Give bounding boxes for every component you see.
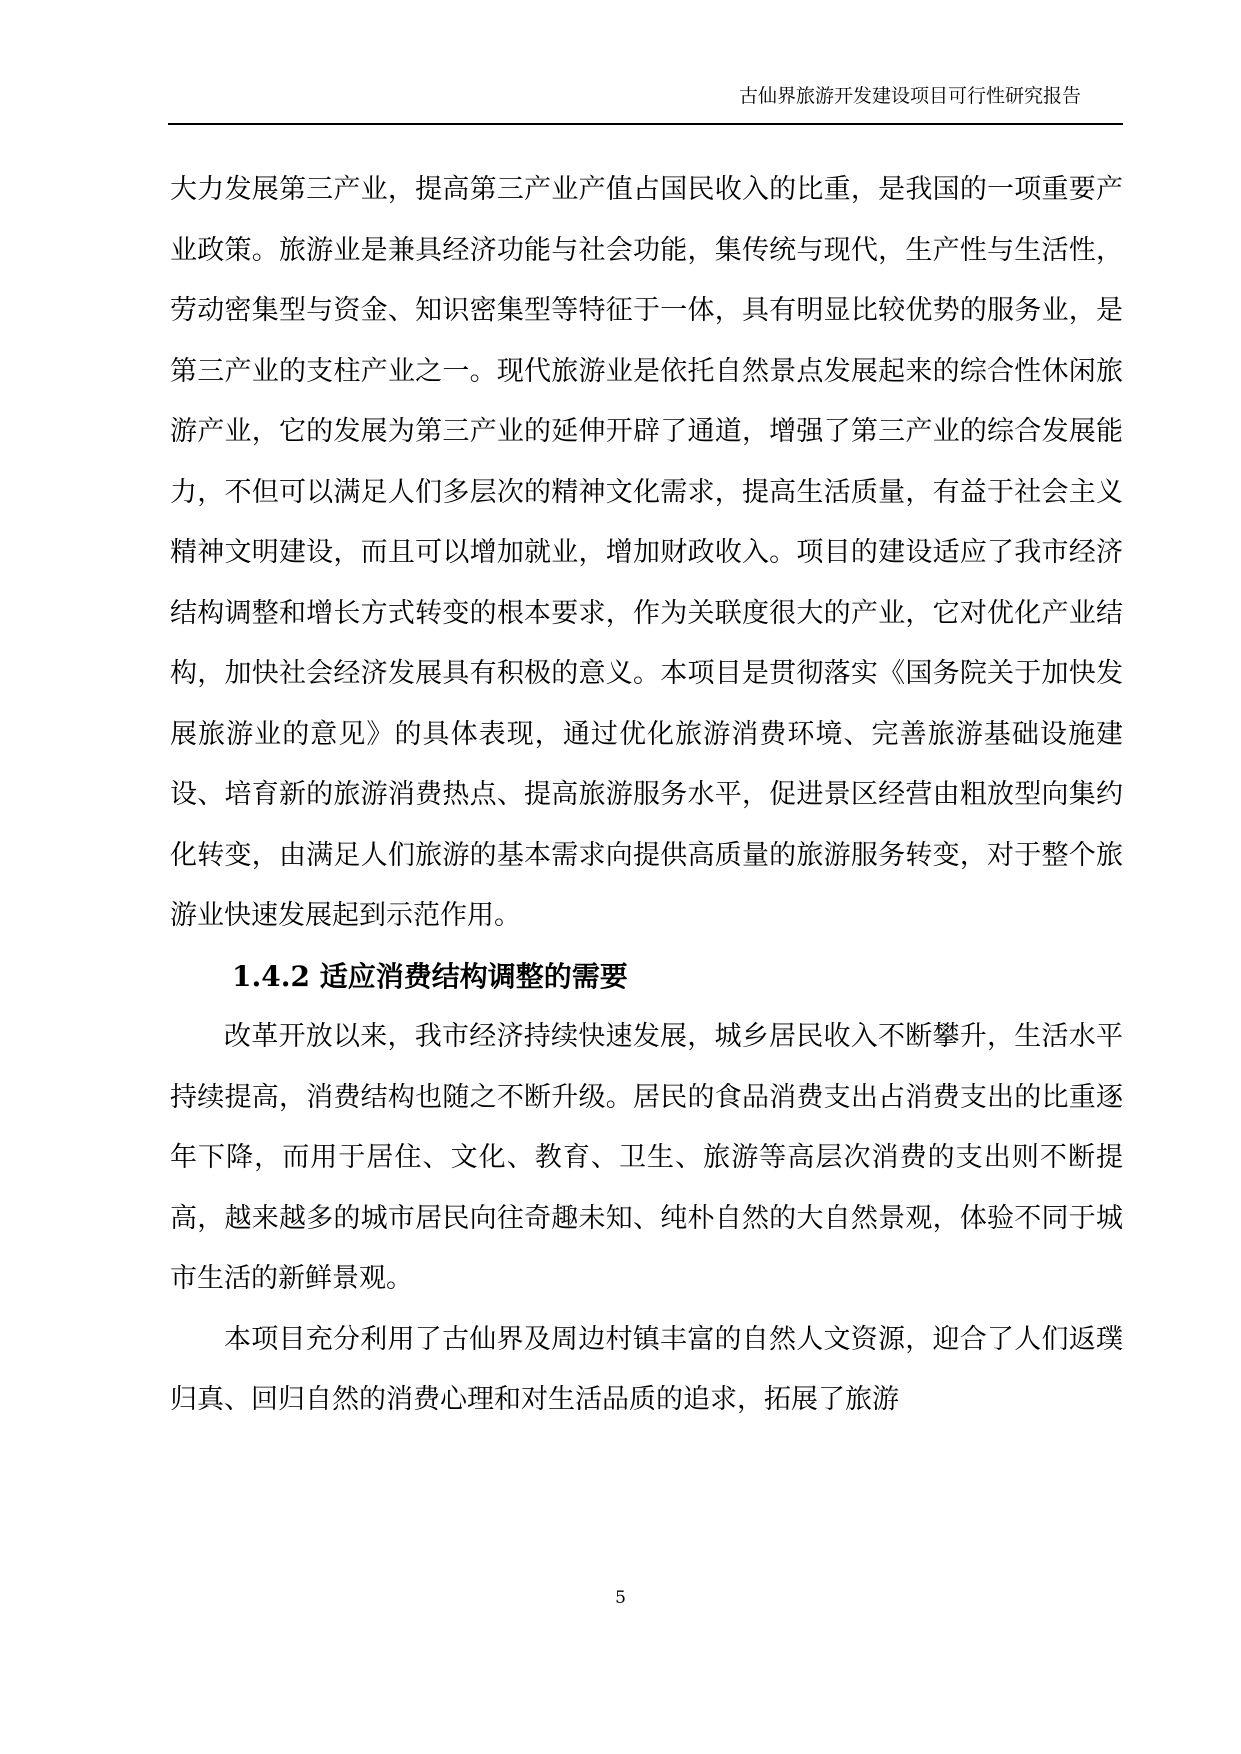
paragraph-policy: 大力发展第三产业，提高第三产业产值占国民收入的比重，是我国的一项重要产业政策。旅游业是兼具经济功能与社会功能，集传统与现代，生产性与生活性，劳动密集型与资金、知识密集型等特征于一体，具有明显比较优势的服务业，是第三产业的支柱产业之一。现代旅游业是依托自然景点发展起来的综合性休闲旅游产业，它的发展为第三产业的延伸开辟了通道，增强了第三产业的综合发展能力，不但可以满足人们多层次的精神文化需求，提高生活质量，有益于社会主义精神文明建设，而且可以增加就业，增加财政收入。项目的建设适应了我市经济结构调整和增长方式转变的根本要求，作为关联度很大的产业，它对优化产业结构，加快社会经济发展具有积极的意义。本项目是贯彻落实《国务院关于加快发展旅游业的意见》的具体表现，通过优化旅游消费环境、完善旅游基础设施建设、培育新的旅游消费热点、提高旅游服务水平，促进景区经营由粗放型向集约化转变，由满足人们旅游的基本需求向提供高质量的旅游服务转变，对于整个旅游业快速发展起到示范作用。 [170,174,1123,931]
paragraph-consumption: 改革开放以来，我市经济持续快速发展，城乡居民收入不断攀升，生活水平持续提高，消费结构也随之不断升级。居民的食品消费支出占消费支出的比重逐年下降，而用于居住、文化、教育、卫生、旅游等高层次消费的支出则不断提高，越来越多的城市居民向往奇趣未知、纯朴自然的大自然景观，体验不同于城市生活的新鲜景观。 [170,1021,1123,1294]
body-text [170,160,1123,1431]
section-heading: 1.4.2 适应消费结构调整的需要 [232,959,628,993]
paragraph-project: 本项目充分利用了古仙界及周边村镇丰富的自然人文资源，迎合了人们返璞归真、回归自然的消费心理和对生活品质的追求，拓展了旅游 [170,1323,1123,1415]
page-number: 5 [615,1588,626,1608]
running-header: 古仙界旅游开发建设项目可行性研究报告 [738,85,1081,107]
header-rule [168,123,1123,125]
